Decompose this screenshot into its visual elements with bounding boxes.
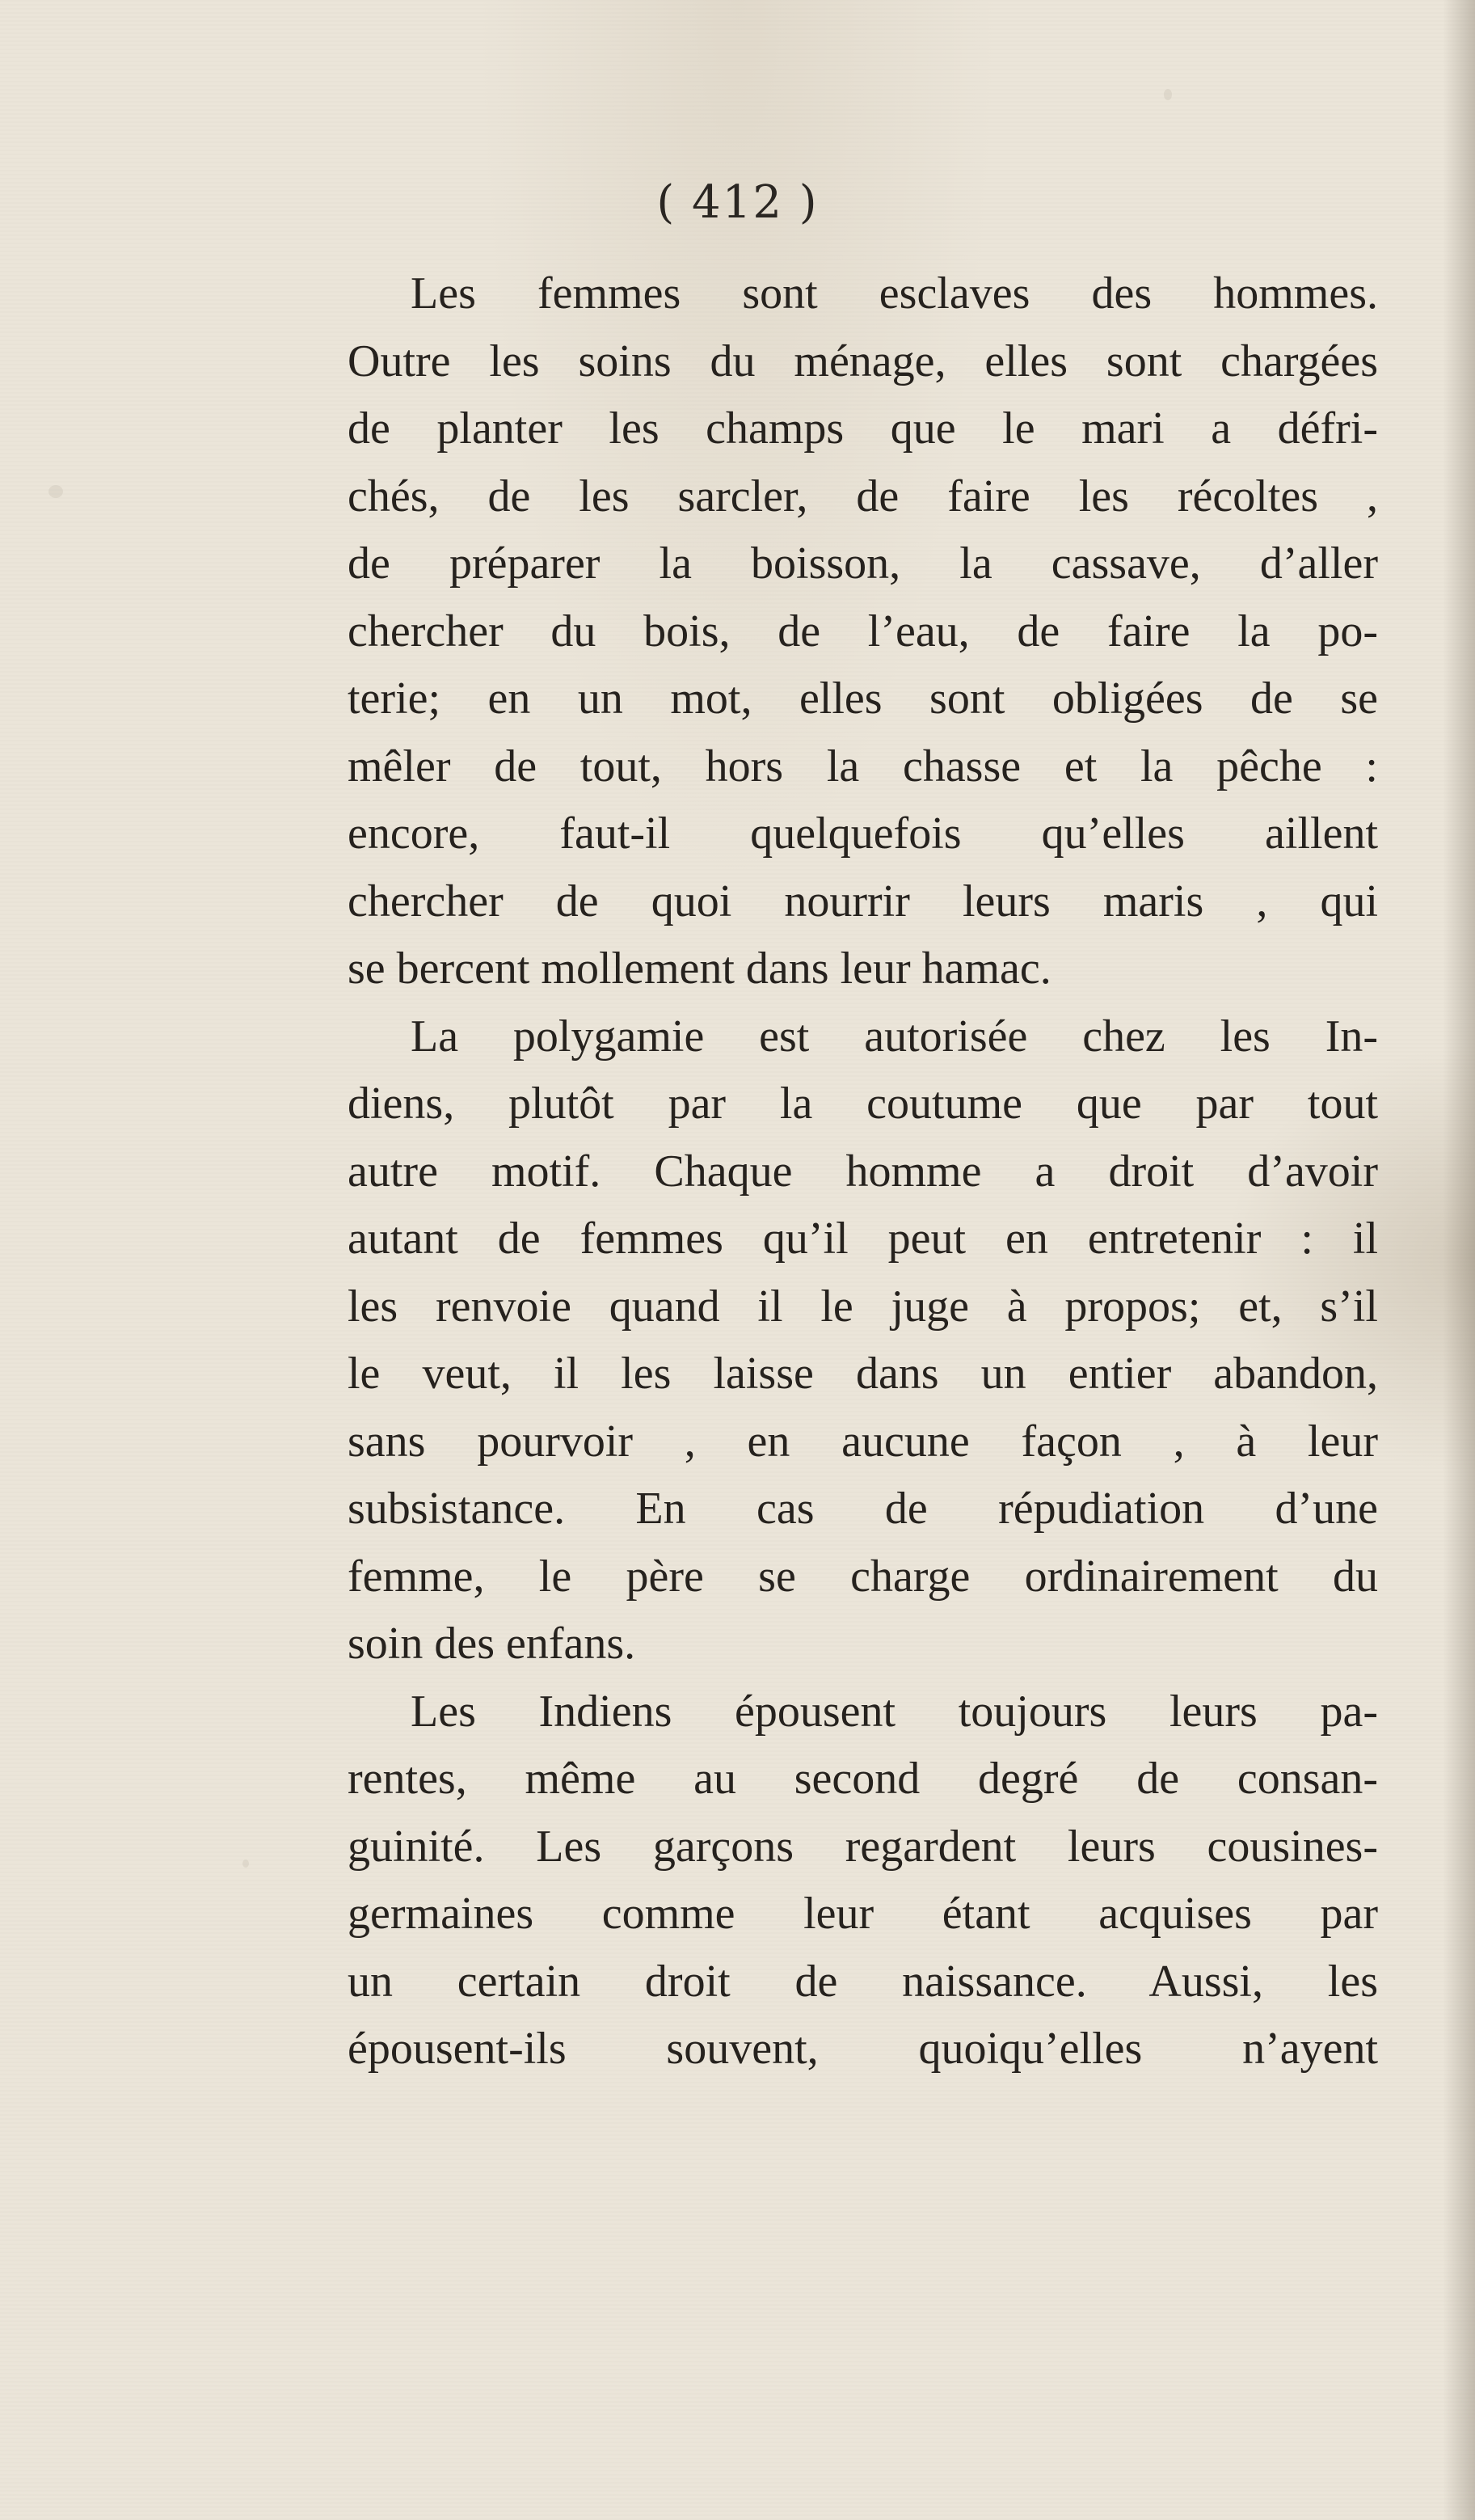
text-line: terie; en un mot, elles sont obligées de se: [348, 673, 1378, 724]
text-line: soin des enfans.: [348, 1619, 636, 1669]
text-line: diens, plutôt par la coutume que par tout: [348, 1078, 1378, 1129]
text-line: chercher du bois, de l’eau, de faire la po-: [348, 606, 1378, 656]
text-line: autant de femmes qu’il peut en entretenir : il: [348, 1214, 1378, 1264]
page-number: ( 412 ): [656, 176, 819, 229]
paragraph-2: [348, 1003, 1378, 1678]
paper-spot: [1164, 89, 1172, 100]
text-line: de préparer la boisson, la cassave, d’aller: [348, 538, 1378, 589]
text-line: se bercent mollement dans leur hamac.: [348, 943, 1051, 994]
paper-spot: [48, 485, 63, 498]
body-text: [348, 260, 1378, 2083]
text-line: guinité. Les garçons regardent leurs cousines-: [348, 1821, 1378, 1872]
text-line: subsistance. En cas de répudiation d’une: [348, 1484, 1378, 1534]
text-line: rentes, même au second degré de consan-: [348, 1754, 1378, 1804]
text-line: Les femmes sont esclaves des hommes.: [411, 268, 1378, 319]
paragraph-1: [348, 260, 1378, 1003]
page-gutter-shadow: [1443, 0, 1475, 2520]
text-line: épousent-ils souvent, quoiqu’elles n’ayent: [348, 2024, 1378, 2074]
paragraph-3: [348, 1678, 1378, 2083]
text-line: les renvoie quand il le juge à propos; et, s’il: [348, 1281, 1378, 1332]
text-line: germaines comme leur étant acquises par: [348, 1889, 1378, 1939]
text-line: sans pourvoir , en aucune façon , à leur: [348, 1416, 1378, 1467]
text-line: mêler de tout, hors la chasse et la pêche :: [348, 741, 1378, 791]
paper-spot: [242, 1859, 249, 1868]
text-line: Les Indiens épousent toujours leurs pa-: [411, 1686, 1378, 1737]
text-line: La polygamie est autorisée chez les In-: [411, 1011, 1378, 1062]
text-line: encore, faut-il quelquefois qu’elles aillent: [348, 808, 1378, 859]
text-line: autre motif. Chaque homme a droit d’avoir: [348, 1146, 1378, 1197]
text-line: un certain droit de naissance. Aussi, les: [348, 1956, 1378, 2007]
text-line: Outre les soins du ménage, elles sont chargées: [348, 336, 1378, 386]
text-line: chercher de quoi nourrir leurs maris , qui: [348, 876, 1378, 927]
text-line: de planter les champs que le mari a défri-: [348, 403, 1378, 454]
text-line: chés, de les sarcler, de faire les récoltes ,: [348, 471, 1378, 521]
text-line: femme, le père se charge ordinairement du: [348, 1551, 1378, 1602]
text-line: le veut, il les laisse dans un entier abandon,: [348, 1349, 1378, 1399]
